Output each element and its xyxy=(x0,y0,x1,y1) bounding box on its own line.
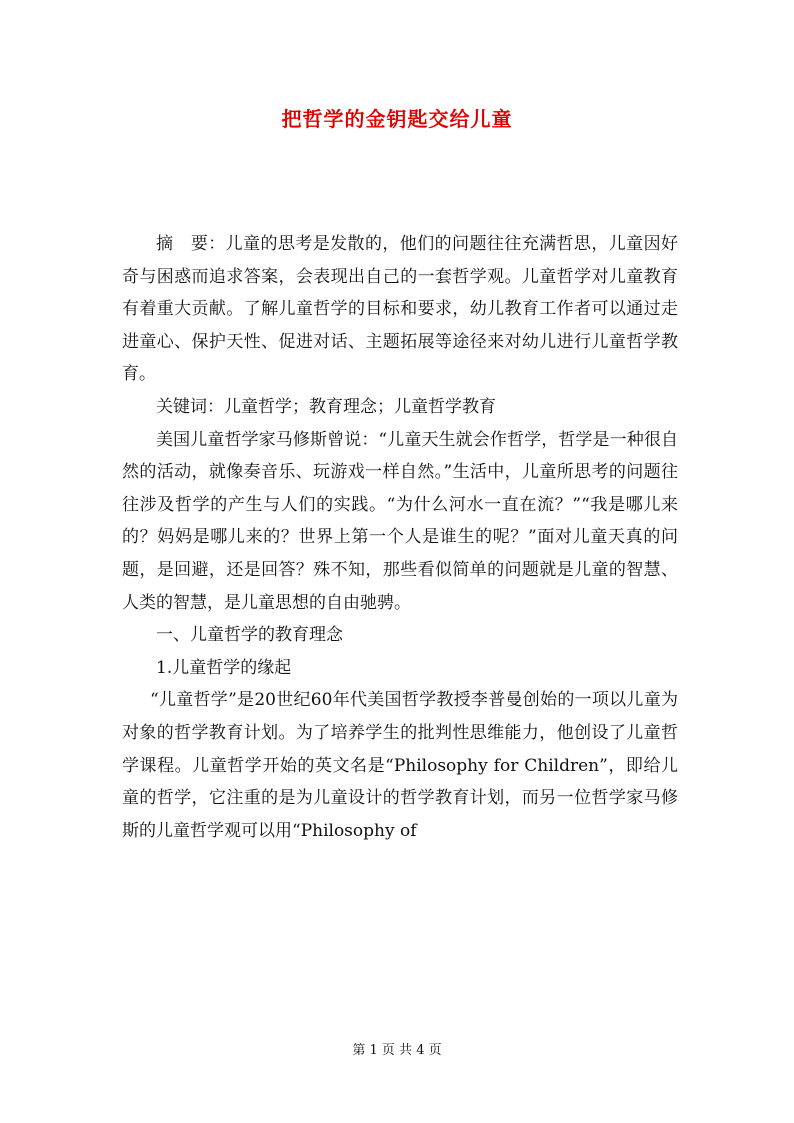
document-body xyxy=(122,228,678,847)
keywords-paragraph: 关键词：儿童哲学；教育理念；儿童哲学教育 xyxy=(156,396,496,417)
document-title: 把哲学的金钥匙交给儿童 xyxy=(281,107,513,131)
subsection-heading: 1.儿童哲学的缘起 xyxy=(156,657,292,678)
intro-paragraph: 美国儿童哲学家马修斯曾说：“儿童天生就会作哲学，哲学是一种很自然的活动，就像奏音乐、玩游戏一样自然。”生活中，儿童所思考的问题往往涉及哲学的产生与人们的实践。“为什么河水一直在流？”“我是哪儿来的？妈妈是哪儿来的？世界上第一个人是谁生的呢？”面对儿童天真的问题，是回避，还是回答？殊不知，那些看似简单的问题就是儿童的智慧、人类的智慧，是儿童思想的自由驰骋。 xyxy=(122,429,678,613)
abstract-paragraph: 摘 要：儿童的思考是发散的，他们的问题往往充满哲思，儿童因好奇与困惑而追求答案，会表现出自己的一套哲学观。儿童哲学对儿童教育有着重大贡献。了解儿童哲学的目标和要求，幼儿教育工作者可以通过走进童心、保护天性、促进对话、主题拓展等途径来对幼儿进行儿童哲学教育。 xyxy=(122,234,678,385)
section-heading: 一、儿童哲学的教育理念 xyxy=(156,625,343,646)
body-paragraph: “儿童哲学”是20世纪60年代美国哲学教授李普曼创始的一项以儿童为对象的哲学教育计划。为了培养学生的批判性思维能力，他创设了儿童哲学课程。儿童哲学开始的英文名是“Philosophy for Children”，即给儿童的哲学，它注重的是为儿童设计的哲学教育计划，而另一位哲学家马修斯的儿童哲学观可以用“Philosophy of xyxy=(122,690,678,841)
page-footer: 第 1 页 共 4 页 xyxy=(352,1043,442,1058)
